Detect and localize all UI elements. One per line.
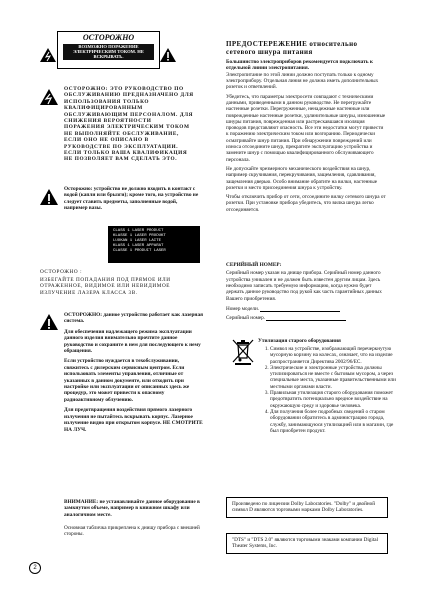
serial-title: СЕРИЙНЫЙ НОМЕР: [226,262,282,268]
power-cord-section [226,40,386,213]
list-item: 3. Правильная утилизация старого оборудования поможет предотвратить потенциально вредное воздействие на окружающую среду и здоровье человека. [270,390,396,409]
dts-notice: "DTS" и "DTS 2.0" являются торговыми знаками компании Digital Theater Systems, Inc. [226,533,388,554]
list-item: 4. Для получения более подробных сведений о старом оборудовании обратитесь в администрацию города, службу, занимающуюся утилизацией или в магазин, где был приобретен продукт. [270,409,396,434]
laser-box-para: ОСТОРОЖНО: данное устройство работает как лазерная система. [64,312,203,325]
serial-text: Серийный номер указан на днище прибора. Серийный номер данного устройства уникален и не должен быть известен другим лицам. Здесь необходимо записать требуемую информацию, когда нужно будет держать данное руководство под рукой как часть гарантийных данных Вашего приобретения. [226,270,382,302]
exclamation-warning-icon [40,189,58,205]
disposal-list [258,346,396,434]
model-number-line [260,311,340,312]
list-item: 2. Электрические и электронные устройства должны утилизироваться не вместе с бытовым мусором, а через специальные места, указанные правительственными или местными органами власти. [270,365,396,390]
power-label-note: Основная табличка прикреплена к днищу прибора с внешней стороны. [64,525,200,538]
dolby-notice: Произведено по лицензии Dolby Laboratories. "Dolby" и двойной символ D являются торговыми марками Dolby Laboratories. [226,497,388,518]
power-cord-para: Не допускайте чрезмерного механического воздействия на шнур, например скручивания, перекручивания, защемления, сдавливания, защемления дверью. Особо внимание обратите на вилки, настенные розетки и место присоединения шнура к устройству. [226,165,377,191]
laser-box-para: Для предотвращения воздействия прямого лазерного излучения не пытайтесь вскрывать корпус. Лазерное излучение видно при открытом корпусе. НЕ СМОТРИТЕ НА ЛУЧ. [64,407,203,433]
laser-box-para: Если устройство нуждается в техобслуживании, свяжитесь с дилерским сервисным центром. Если использовать элементы управления, отличные от указанных в данном документе, или отходить при настройке или эксплуатации от описанных здесь же процедур, это может привести к опасному радиоактивному облучению. [64,358,190,403]
disposal-title: Утилизация старого оборудования [258,338,341,344]
section-title: ПРЕДОСТЕРЕЖЕНИЕ относительно сетевого шнура питания [226,40,358,56]
caution-service-text: ОСТОРОЖНО: ЭТО РУКОВОДСТВО ПО ОБСЛУЖИВАНИЮ ПРЕДНАЗНАЧЕНО ДЛЯ ИСПОЛЬЗОВАНИЯ ТОЛЬКО КВАЛИФИЦИРОВАННЫМ ОБСЛУЖИВАЮЩИМ ПЕРСОНАЛОМ. ДЛЯ СНИЖЕНИЯ ВЕРОЯТНОСТИ ПОРАЖЕНИЯ ЭЛЕКТРИЧЕСКИМ ТОКОМ НЕ ВЫПОЛНЯЙТЕ ОБСЛУЖИВАНИЕ, ЕСЛИ ОНО НЕ ОПИСАНО В РУКОВОДСТВЕ ПО ЭКСПЛУАТАЦИИ. ЕСЛИ ТОЛЬКО ВАША КВАЛИФИКАЦИЯ НЕ ПОЗВОЛЯЕТ ВАМ СДЕЛАТЬ ЭТО. [64,86,194,163]
lightning-warning-icon [40,48,56,62]
serial-number-label: Серийный номер. [226,315,266,322]
model-number-field [226,306,386,312]
intro-bold-text: Большинство электроприборов рекомендуется подключать к отдельной линии электропитания. [226,59,373,72]
warning-header: ОСТОРОЖНО [82,33,135,42]
power-cord-para: Электропитание по этой линии должно поступать только к одному электроприбору. Отдельная линия не должна иметь дополнительных розеток и ответвлений. [226,71,379,91]
exclamation-warning-icon [160,48,176,62]
page-number: 2 [29,562,41,574]
warning-box [57,31,160,69]
laser-caution-heading: ОСТОРОЖНО : [40,269,83,275]
laser-class-label: CLASS 1 LASER PRODUCT KLASSE 1 LASER PRODUKT LUOKAN 1 LASER LAITE KLASS 1 LASER APPARAT CLASSE 1 PRODUIT LASER [108,226,200,263]
power-cord-para: Чтобы отключить прибор от сети, отсоедините вилку сетевого шнура от розетки. При установке прибора убедитесь, что вилка шнура легко отсоединяется. [226,194,386,213]
lightning-warning-icon [40,89,58,105]
list-item: 1. Символ на устройстве, изображающий перечеркнутую мусорную корзину на колесах, означает, что на изделие распространяется Директива 2002/96/EC. [270,346,396,365]
serial-number-field [226,315,386,321]
power-cord-para: Убедитесь, что параметры электросети совпадают с техническими данными, приведенными в данном руководстве. Не перегружайте настенные розетки. Перегруженные, ненадежные настенные или поврежденные настенные розетки, удлинительные шнуры, изношенные шнуры питания, поврежденная или растрескавшаяся изоляция проводов представляют опасность. Все эти недостатки могут привести к поражению электрическим током или возгоранию. Периодически осматривайте шнур питания. При обнаружении повреждений или износа отсоедините шнур, прекратите эксплуатацию устройства и замените шнур с помощью квалифицированного обслуживающего персонала. [226,93,386,163]
laser-warning-block [64,312,204,433]
caution-water-text: Осторожно: устройство не должно входить в контакт с водой (капли или брызги); кроме того, на устройство не следует ставить предметы, заполненные водой, например вазы. [64,186,199,212]
serial-number-line [266,320,346,321]
warning-bar: ВОЗМОЖНО ПОРАЖЕНИЕ ЭЛЕКТРИЧЕСКИМ ТОКОМ. НЕ ВСКРЫВАТЬ. [63,44,154,60]
exclamation-warning-icon [40,314,58,330]
model-number-label: Номер модели. [226,305,260,312]
laser-caution-text: ИЗБЕГАЙТЕ ПОПАДАНИЯ ПОД ПРЯМОЕ ИЛИ ОТРАЖЕННОЕ, ВИДИМОЕ ИЛИ НЕВИДИМОЕ ИЗЛУЧЕНИЕ ЛАЗЕРА КЛАССА 3B. [40,277,171,296]
attention-text: ВНИМАНИЕ: не устанавливайте данное оборудование в замкнутом объеме, например в книжном шкафу или аналогичном месте. [64,499,200,518]
serial-section [226,262,386,321]
laser-box-para: Для обеспечения надлежащего режима эксплуатации данного изделия внимательно прочтите данное руководство и сохраните в нем для последующего к нему обращения. [64,328,201,355]
crossed-bin-icon [232,338,254,371]
